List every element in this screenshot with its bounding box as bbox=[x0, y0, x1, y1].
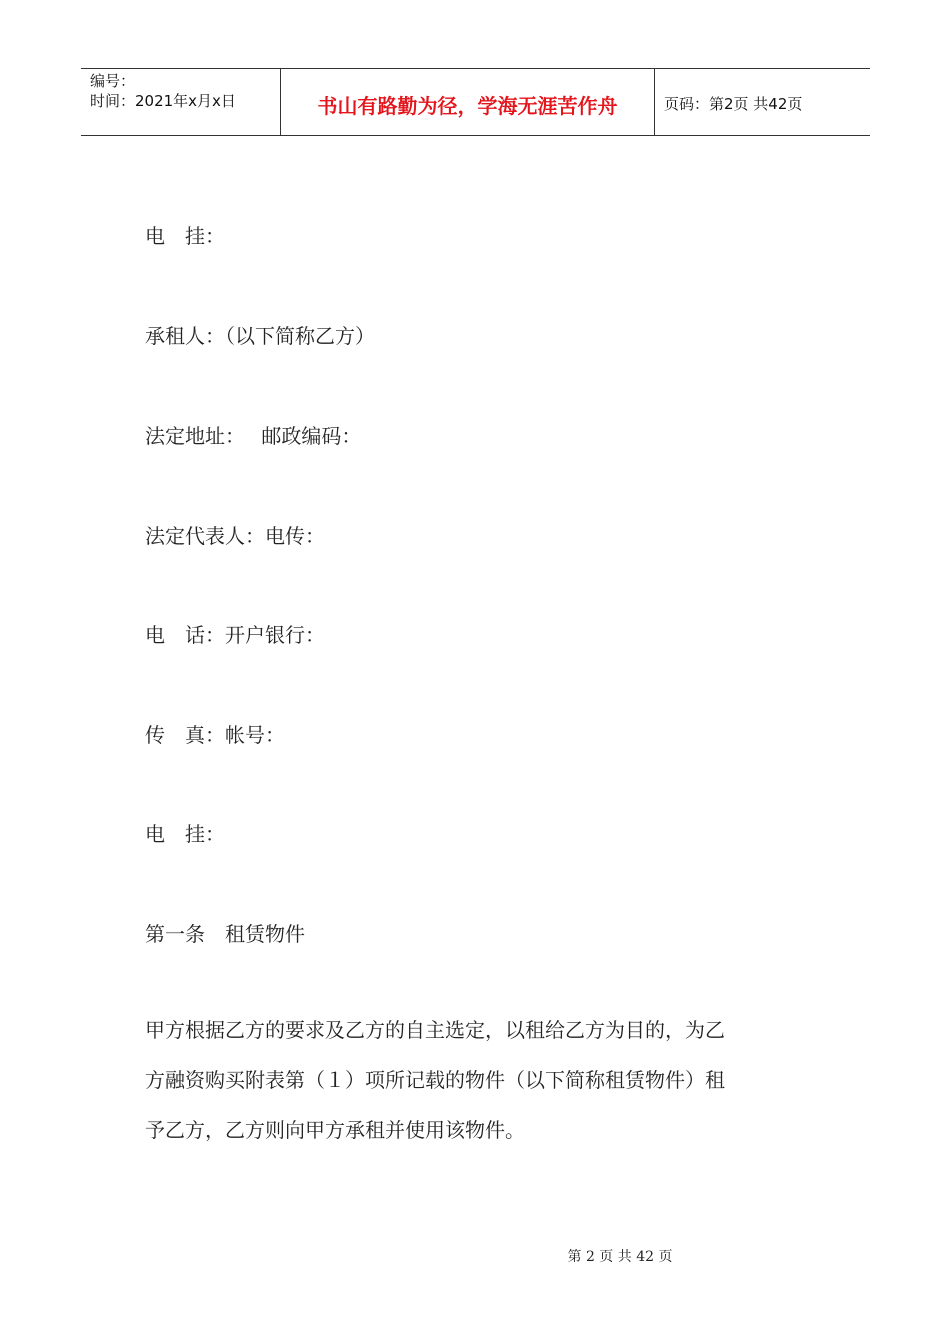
field-line: 电 挂： bbox=[145, 822, 225, 846]
header-page-info: 页码：第2页 共42页 bbox=[664, 94, 803, 113]
paragraph-line: 予乙方，乙方则向甲方承租并使用该物件。 bbox=[145, 1118, 525, 1142]
document-time-label: 时间：2021年x月x日 bbox=[90, 92, 236, 110]
body-paragraph bbox=[145, 1005, 805, 1155]
header-motto: 书山有路勤为径，学海无涯苦作舟 bbox=[281, 69, 655, 135]
field-line: 法定代表人：电传： bbox=[145, 524, 325, 548]
paragraph-line: 方融资购买附表第（１）项所记载的物件（以下简称租赁物件）租 bbox=[145, 1068, 725, 1092]
header-meta bbox=[81, 69, 281, 135]
field-line: 传 真：帐号： bbox=[145, 723, 285, 747]
section-heading: 第一条 租赁物件 bbox=[145, 922, 305, 946]
paragraph-line: 甲方根据乙方的要求及乙方的自主选定，以租给乙方为目的，为乙 bbox=[145, 1018, 725, 1042]
field-line: 法定地址： 邮政编码： bbox=[145, 424, 362, 448]
field-line: 承租人：（以下简称乙方） bbox=[145, 324, 375, 348]
field-line: 电 挂： bbox=[145, 224, 225, 248]
document-number-label: 编号： bbox=[90, 72, 136, 90]
field-line: 电 话：开户银行： bbox=[145, 623, 325, 647]
page-footer: 第 2 页 共 42 页 bbox=[567, 1249, 673, 1265]
page-header bbox=[81, 68, 870, 136]
